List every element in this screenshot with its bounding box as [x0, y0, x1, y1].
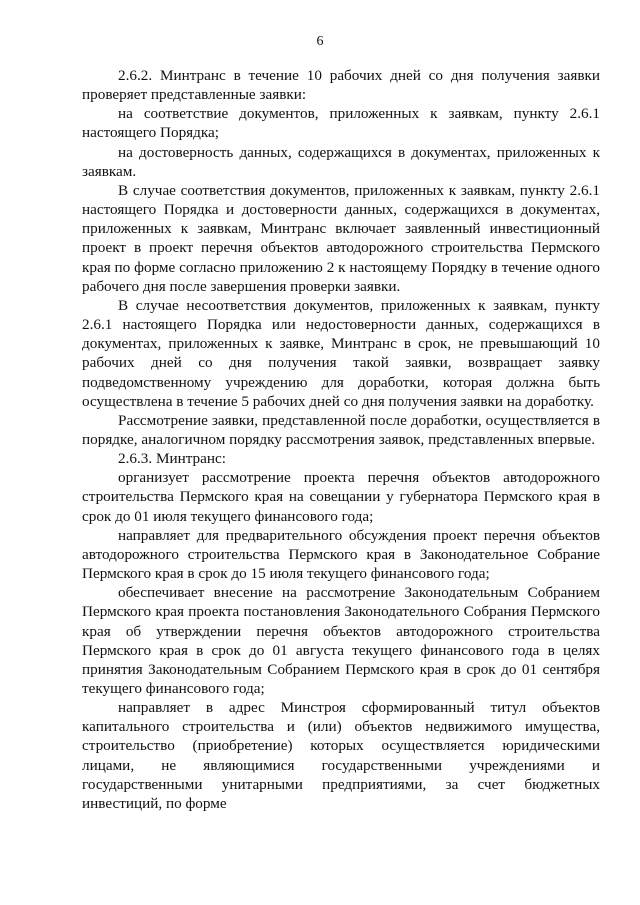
paragraph-legislative-discussion: направляет для предварительного обсуждения проект перечня объектов автодорожного строительства Пермского края в Законодательное Собрание Пермского края в срок до 15 июля текущего финансового года;	[82, 526, 600, 583]
paragraph-governor-meeting: организует рассмотрение проекта перечня объектов автодорожного строительства Пермского края на совещании у губернатора Пермского края в срок до 01 июля текущего финансового года;	[82, 469, 600, 525]
paragraph-compliance-case: В случае соответствия документов, приложенных к заявкам, пункту 2.6.1 настоящего Порядка и достоверности данных, содержащихся в документах, приложенных к заявкам, Минтранс включает заявленный инвестиционный проект в проект перечня объектов автодорожного строительства Пермского края по форме согласно приложению 2 к настоящему Порядку в течение одного рабочего дня после завершения проверки заявки.	[82, 181, 600, 295]
paragraph-documents-compliance: на соответствие документов, приложенных к заявкам, пункту 2.6.1 настоящего Порядка;	[82, 105, 600, 142]
paragraph-2-6-3: 2.6.3. Минтранс:	[118, 450, 226, 468]
paragraph-data-reliability: на достоверность данных, содержащихся в документах, приложенных к заявкам.	[82, 143, 600, 180]
paragraph-2-6-2: 2.6.2. Минтранс в течение 10 рабочих дней со дня получения заявки проверяет представленные заявки:	[82, 67, 600, 104]
paragraph-resubmission: Рассмотрение заявки, представленной после доработки, осуществляется в порядке, аналогичном порядку рассмотрения заявок, представленных впервые.	[82, 411, 600, 448]
page-number: 6	[316, 34, 324, 49]
paragraph-legislative-approval: обеспечивает внесение на рассмотрение Законодательным Собранием Пермского края проекта постановления Законодательного Собрания Пермского края об утверждении перечня объектов автодорожного строительства Пермского края в срок до 01 августа текущего финансового года в целях принятия Законодательным Собранием Пермского края в срок до 01 сентября текущего финансового года;	[82, 584, 600, 697]
paragraph-noncompliance-case: В случае несоответствия документов, приложенных к заявкам, пункту 2.6.1 настоящего Порядка или недостоверности данных, содержащихся в документах, приложенных к заявке, Минтранс в срок, не превышающий 10 рабочих дней со дня получения такой заявки, возвращает заявку подведомственному учреждению для доработки, которая должна быть осуществлена в течение 5 рабочих дней со дня получения заявки на доработку.	[82, 296, 600, 410]
document-body	[82, 66, 600, 813]
paragraph-minstroy-title: направляет в адрес Минстроя сформированный титул объектов капитального строительства и (или) объектов недвижимого имущества, строительство (приобретение) которых осуществляется юридическими лицами, не являющимися государственными учреждениями и государственными унитарными предприятиями, за счет бюджетных инвестиций, по форме	[82, 699, 600, 812]
